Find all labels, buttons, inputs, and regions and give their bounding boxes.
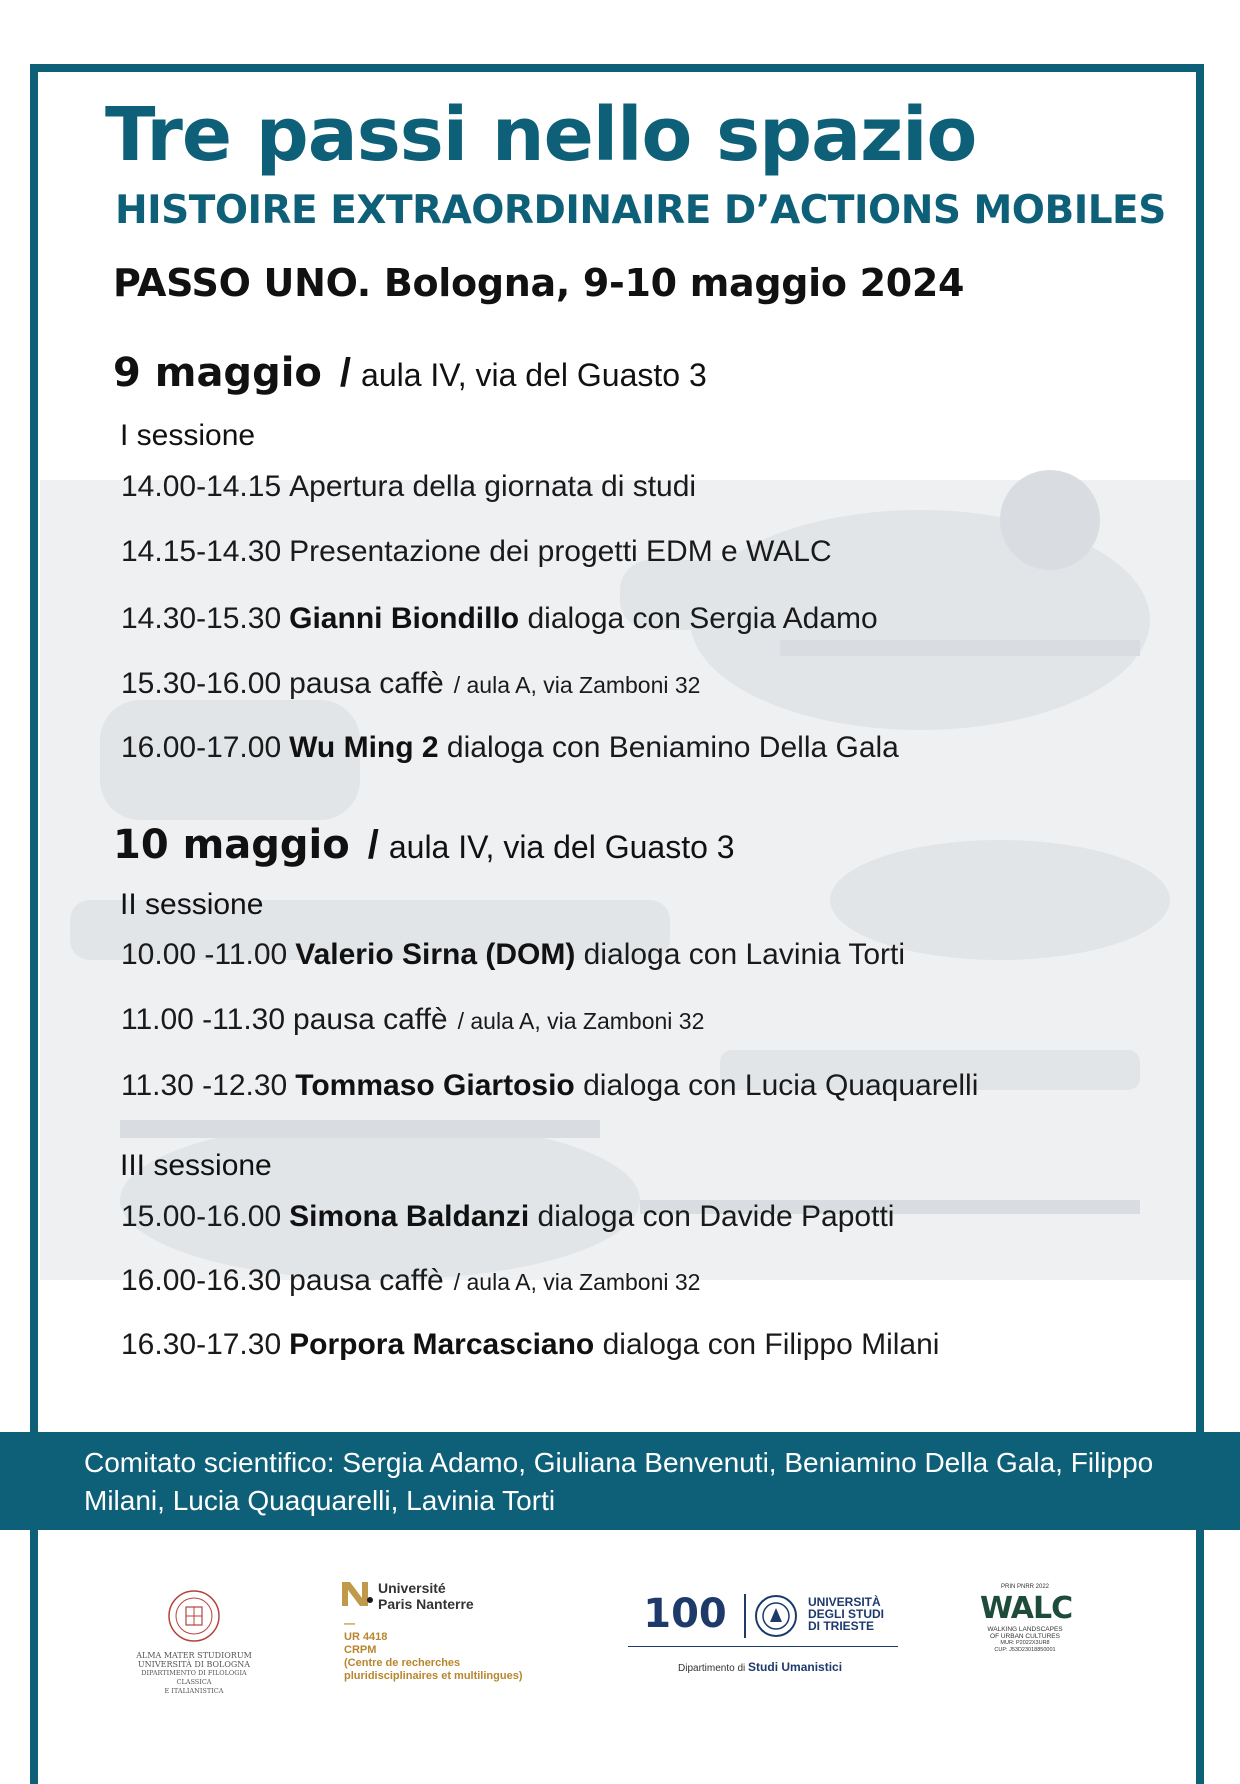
row-text: pausa caffè (289, 667, 444, 700)
trieste-name2: DEGLI STUDI (808, 1607, 885, 1621)
row-text: dialoga con Lavinia Torti (583, 938, 905, 971)
row-text: pausa caffè (293, 1003, 448, 1036)
committee-text: Comitato scientifico: Sergia Adamo, Giuliana Benvenuti, Beniamino Della Gala, Filippo Milani, Lucia Quaquarelli, Lavinia Torti (84, 1447, 1154, 1516)
trieste-centenary-mark: 100 (643, 1591, 727, 1637)
row-speaker: Tommaso Giartosio (295, 1069, 575, 1102)
row-text: Presentazione dei progetti EDM e WALC (289, 535, 832, 568)
day1-separator: / (339, 351, 352, 395)
day1-location: aula IV, via del Guasto 3 (361, 357, 707, 393)
unibo-line1: ALMA MATER STUDIORUM (136, 1651, 252, 1660)
nanterre-name1: Université (378, 1580, 446, 1596)
day2-location: aula IV, via del Guasto 3 (388, 829, 735, 865)
row-text: dialoga con Sergia Adamo (527, 602, 878, 635)
event-heading: PASSO UNO. Bologna, 9-10 maggio 2024 (113, 261, 965, 305)
nanterre-logo (340, 1578, 540, 1713)
day2-heading (113, 822, 735, 868)
session-1-label: I sessione (120, 419, 256, 452)
nanterre-crpm: CRPM (344, 1644, 377, 1656)
row-text: pausa caffè (289, 1264, 444, 1297)
row-location-note: / aula A, via Zamboni 32 (457, 1008, 705, 1034)
schedule-row (121, 1069, 978, 1103)
nanterre-centre1: (Centre de recherches (344, 1657, 461, 1669)
row-time: 14.30-15.30 (121, 602, 282, 635)
schedule-row (121, 731, 899, 765)
walc-wordmark: WALC (980, 1591, 1073, 1626)
row-time: 11.00 -11.30 (121, 1003, 286, 1036)
schedule-row (121, 938, 905, 972)
schedule-row (121, 602, 878, 636)
walc-line2: OF URBAN CULTURES (990, 1633, 1060, 1640)
row-text: dialoga con Davide Papotti (537, 1200, 895, 1233)
schedule-row (121, 1200, 894, 1234)
row-speaker: Wu Ming 2 (289, 731, 439, 764)
row-text: Apertura della giornata di studi (289, 470, 697, 503)
row-time: 15.30-16.00 (121, 667, 282, 700)
session-3-label: III sessione (120, 1149, 272, 1182)
committee-banner (0, 1432, 1240, 1530)
day2-date: 10 maggio (113, 822, 350, 868)
schedule-row (121, 667, 700, 701)
row-text: dialoga con Filippo Milani (602, 1328, 940, 1361)
unibo-line3: DIPARTIMENTO DI FILOLOGIA CLASSICA (141, 1669, 247, 1686)
nanterre-ur: UR 4418 (344, 1631, 388, 1643)
walc-line3: MUR: P2022X3UR8 (1000, 1640, 1050, 1646)
row-time: 16.30-17.30 (121, 1328, 282, 1361)
row-speaker: Simona Baldanzi (289, 1200, 530, 1233)
nanterre-n-icon (340, 1578, 374, 1608)
schedule-row (121, 1328, 939, 1362)
logos-strip (0, 1530, 1240, 1755)
unibo-line2: UNIVERSITÀ DI BOLOGNA (137, 1660, 251, 1669)
poster-title: Tre passi nello spazio (105, 92, 977, 178)
day1-date: 9 maggio (113, 350, 322, 396)
walc-line1: WALKING LANDSCAPES (987, 1626, 1063, 1633)
trieste-dept-prefix: Dipartimento di (678, 1663, 746, 1674)
unibo-logo (124, 1590, 264, 1695)
row-time: 15.00-16.00 (121, 1200, 282, 1233)
nanterre-name2: Paris Nanterre (378, 1596, 474, 1612)
poster-subtitle: HISTOIRE EXTRAORDINAIRE D’ACTIONS MOBILES (115, 188, 1166, 233)
schedule-row (121, 470, 696, 504)
row-location-note: / aula A, via Zamboni 32 (453, 672, 701, 698)
row-time: 10.00 -11.00 (121, 938, 288, 971)
row-time: 16.00-16.30 (121, 1264, 282, 1297)
nanterre-centre2: pluridisciplinaires et multilingues) (344, 1670, 523, 1682)
schedule-row (121, 535, 832, 569)
row-time: 14.15-14.30 (121, 535, 282, 568)
schedule-row (121, 1003, 704, 1037)
unibo-seal-icon (124, 1590, 264, 1642)
walc-top: PRIN PNRR 2022 (1000, 1584, 1050, 1590)
session-2-label: II sessione (120, 888, 264, 921)
trieste-logo (628, 1592, 906, 1702)
nanterre-dash: — (344, 1618, 355, 1630)
schedule-row (121, 1264, 700, 1298)
row-time: 14.00-14.15 (121, 470, 282, 503)
day2-separator: / (367, 823, 379, 867)
row-speaker: Valerio Sirna (DOM) (295, 938, 576, 971)
trieste-seal-icon (754, 1594, 798, 1638)
walc-logo (980, 1584, 1073, 1694)
row-text: dialoga con Lucia Quaquarelli (583, 1069, 979, 1102)
row-time: 11.30 -12.30 (121, 1069, 288, 1102)
row-location-note: / aula A, via Zamboni 32 (453, 1269, 701, 1295)
trieste-name1: UNIVERSITÀ (808, 1595, 881, 1609)
trieste-name3: DI TRIESTE (808, 1619, 875, 1633)
day1-heading (113, 350, 707, 396)
row-speaker: Gianni Biondillo (289, 602, 520, 635)
walc-line4: CUP: J53D23018850001 (994, 1647, 1056, 1653)
unibo-line4: E ITALIANISTICA (164, 1687, 224, 1695)
trieste-dept: Studi Umanistici (748, 1660, 843, 1674)
row-speaker: Porpora Marcasciano (289, 1328, 595, 1361)
row-text: dialoga con Beniamino Della Gala (446, 731, 899, 764)
row-time: 16.00-17.00 (121, 731, 282, 764)
